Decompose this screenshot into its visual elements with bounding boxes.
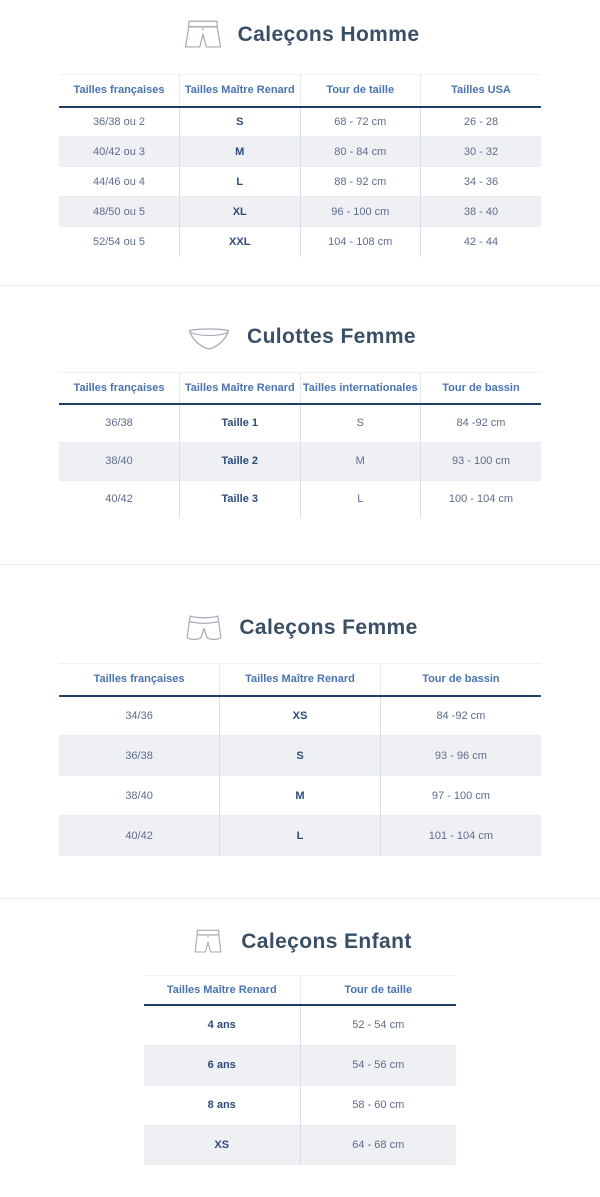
table-cell: XS: [220, 696, 381, 736]
table-cell: L: [180, 167, 301, 197]
table-row: [144, 1005, 456, 1045]
table-cell: Taille 3: [180, 480, 301, 518]
section-header: [0, 603, 600, 653]
section-header: [0, 10, 600, 60]
column-header: Tailles françaises: [73, 84, 165, 97]
table-cell: XXL: [180, 227, 301, 257]
column-header: Tailles Maître Renard: [180, 372, 301, 404]
table-cell: 34 - 36: [421, 167, 542, 197]
table-cell: 58 - 60 cm: [300, 1085, 456, 1125]
column-header: Tour de bassin: [380, 664, 541, 696]
table-cell: 8 ans: [207, 1099, 236, 1111]
column-header: Tailles USA: [421, 75, 542, 107]
table-cell: M: [300, 442, 421, 480]
table-cell: L: [220, 816, 381, 856]
table-cell: 6 ans: [207, 1059, 236, 1071]
section-title: Caleçons Enfant: [241, 929, 412, 953]
table-cell: Taille 1: [180, 404, 301, 442]
table-cell: 100 - 104 cm: [421, 480, 542, 518]
table-row: [59, 404, 541, 442]
table-cell: S: [300, 404, 421, 442]
table-cell: 38 - 40: [421, 197, 542, 227]
table-cell: 36/38: [105, 417, 133, 430]
table-row: [144, 1045, 456, 1085]
table-cell: 42 - 44: [421, 227, 542, 257]
section-divider: [0, 564, 600, 565]
table-cell: 96 - 100 cm: [300, 197, 421, 227]
column-header: Tailles Maître Renard: [220, 664, 381, 696]
size-table-culottes-femme: [59, 372, 541, 519]
table-cell: 64 - 68 cm: [300, 1125, 456, 1165]
table-cell: 68 - 72 cm: [300, 107, 421, 137]
table-header-row: [59, 664, 541, 696]
column-header: Tour de bassin: [421, 372, 542, 404]
size-guide-page: [0, 10, 600, 1165]
size-table-calecons-enfant: [144, 975, 456, 1166]
table-cell: Taille 2: [180, 442, 301, 480]
table-cell: M: [180, 137, 301, 167]
table-cell: 30 - 32: [421, 137, 542, 167]
table-cell: XS: [214, 1139, 230, 1152]
size-table-calecons-homme: [59, 74, 541, 257]
table-cell: 88 - 92 cm: [300, 167, 421, 197]
section-culottes-femme: [0, 312, 600, 519]
panties-icon: [184, 320, 234, 354]
table-cell: 104 - 108 cm: [300, 227, 421, 257]
table-cell: 97 - 100 cm: [380, 776, 541, 816]
table-row: [59, 480, 541, 518]
table-row: [59, 816, 541, 856]
column-header: Tailles françaises: [73, 381, 165, 394]
table-cell: 48/50 ou 5: [93, 205, 145, 218]
table-cell: 84 -92 cm: [421, 404, 542, 442]
table-cell: 38/40: [105, 455, 133, 467]
section-divider: [0, 285, 600, 286]
table-cell: 26 - 28: [421, 107, 542, 137]
table-row: [59, 167, 541, 197]
table-cell: 93 - 96 cm: [380, 736, 541, 776]
section-calecons-enfant: [0, 917, 600, 1166]
table-cell: S: [220, 736, 381, 776]
table-cell: 40/42: [125, 829, 153, 842]
column-header: Tailles françaises: [93, 673, 185, 686]
section-divider: [0, 898, 600, 899]
column-header: Tour de taille: [300, 75, 421, 107]
table-header-row: [144, 975, 456, 1005]
table-row: [59, 107, 541, 137]
kids-shorts-icon: [188, 924, 228, 960]
table-header-row: [59, 372, 541, 404]
table-cell: 34/36: [125, 709, 153, 722]
table-cell: 36/38 ou 2: [93, 115, 145, 128]
column-header: Tour de taille: [300, 975, 456, 1005]
table-cell: 40/42 ou 3: [93, 145, 145, 158]
column-header: Tailles Maître Renard: [180, 75, 301, 107]
table-cell: 84 -92 cm: [380, 696, 541, 736]
table-row: [59, 442, 541, 480]
table-row: [59, 197, 541, 227]
section-calecons-femme: [0, 603, 600, 856]
table-row: [144, 1125, 456, 1165]
section-title: Caleçons Femme: [239, 616, 418, 639]
section-calecons-homme: [0, 10, 600, 257]
column-header: Tailles Maître Renard: [166, 983, 277, 996]
table-row: [144, 1085, 456, 1125]
table-cell: 54 - 56 cm: [300, 1045, 456, 1085]
table-cell: 80 - 84 cm: [300, 137, 421, 167]
women-shorts-icon: [182, 609, 226, 647]
table-cell: 93 - 100 cm: [421, 442, 542, 480]
table-cell: M: [220, 776, 381, 816]
table-cell: L: [300, 480, 421, 518]
table-row: [59, 736, 541, 776]
column-header: Tailles internationales: [300, 372, 421, 404]
table-cell: 52 - 54 cm: [300, 1005, 456, 1045]
section-header: [0, 312, 600, 362]
table-cell: 38/40: [125, 789, 153, 802]
table-cell: 101 - 104 cm: [380, 816, 541, 856]
table-cell: S: [180, 107, 301, 137]
table-row: [59, 137, 541, 167]
section-title: Caleçons Homme: [237, 23, 420, 46]
table-row: [59, 227, 541, 257]
section-title: Culottes Femme: [247, 324, 416, 348]
table-cell: 44/46 ou 4: [93, 175, 145, 188]
table-row: [59, 776, 541, 816]
table-cell: 52/54 ou 5: [93, 235, 145, 248]
table-cell: 4 ans: [207, 1019, 236, 1032]
table-header-row: [59, 75, 541, 107]
table-cell: XL: [180, 197, 301, 227]
section-header: [0, 917, 600, 967]
table-cell: 40/42: [105, 493, 133, 506]
table-row: [59, 696, 541, 736]
table-cell: 36/38: [125, 749, 153, 762]
boxer-shorts-icon: [181, 15, 225, 55]
size-table-calecons-femme: [59, 663, 541, 856]
